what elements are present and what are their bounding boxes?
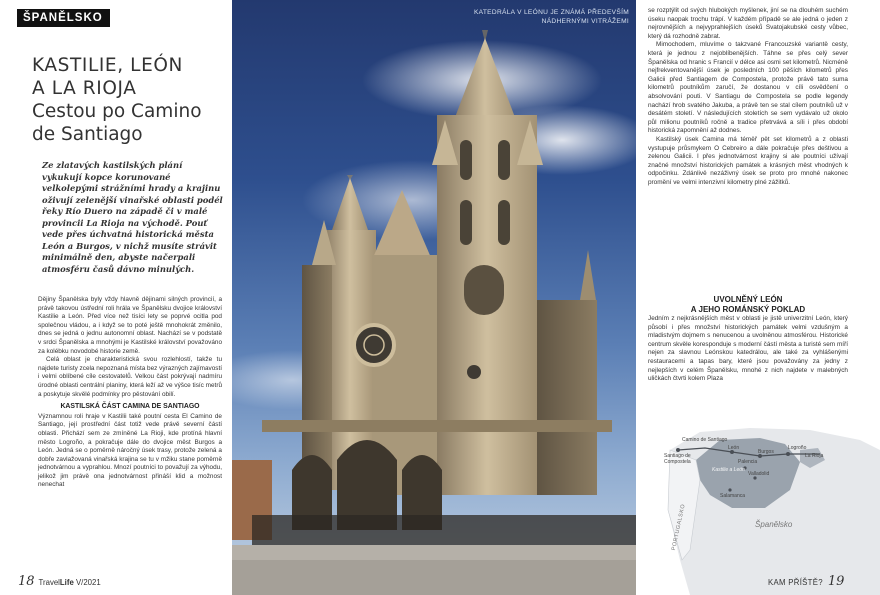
title-line-2: A LA RIOJA bbox=[32, 78, 137, 99]
section-heading: KASTILSKÁ ČÁST CAMINA DE SANTIAGO bbox=[60, 403, 200, 411]
brand-a: Travel bbox=[38, 578, 60, 587]
paragraph: Celá oblast je charakteristická svou rozlehlostí, takže tu najdete turisty zcela nepoznaná místa bez výrazných zajímavostí i velmi oblíbené cíle cestovatelů. Velkou část pokrývají nadmíru úrodné oblasti centrální planiny, která leží až ve výšce tisíc metrů a poskytuje skvělé podmínky pro pěstování obilí. bbox=[38, 356, 222, 398]
paragraph: Mimochodem, mluvíme o takzvané Francouzské variantě cesty, která je jednou z nejoblíbenějších. Táhne se přes celý sever Španělska od hranic s Francií v délce asi osmi set kilometrů. Nicméně nejfrekventovanější úsek je posledních 100 pěších kilometrů přes Galicii před Santiagem de Compostela, protože právě tato suma kilometrů poutníkům zaručí, že dostanou v cíli osvědčení o absolvování pouti. V Santiagu de Compostela se podle legendy nachází hrob svatého Jakuba, a právě ten se stal cílem poutníků už v desátém století. V následujících stoletích se sem vydávalo už okolo půl milionu poutníků ročně a tradice přetrvává a síli i přes období historická zapomnění až dodnes. bbox=[648, 41, 848, 135]
left-body-text bbox=[38, 296, 222, 490]
magazine-name bbox=[39, 578, 101, 587]
paragraph: se rozptýlit od svých hlubokých myšlenek, jiní se na dlouhém suchém úseku naopak trochu trápí. V každém případě se ale jedná o jeden z nejrovnějších a nejvyprahlejších úseků Svatojakubské cesty vůbec, který dá rozhodně zabrat. bbox=[648, 7, 848, 40]
city-dot-salamanca bbox=[728, 488, 731, 491]
label-santiago: Santiago de Compostela bbox=[664, 453, 691, 465]
city-dot-santiago bbox=[676, 448, 680, 452]
iron-fence bbox=[252, 515, 636, 545]
issue: V/2021 bbox=[75, 578, 101, 587]
portico-cornice bbox=[262, 420, 612, 432]
article-title bbox=[32, 54, 227, 146]
paragraph: Významnou roli hraje v Kastilii také poutní cesta El Camino de Santiago, její prostřední část totiž vede právě severní částí oblasti. Přichází sem ze zmíněné La Rioji, kde protíná hlavní město Logroño, a pokračuje dále do dvojice měst Burgos a León. Jedná se o poměrně náročný úsek trasy, protože zelená a dobře zavlažovaná vinařská krajina se tu v mžiku stane poměrně jednotvárnou a vyprahlou. Mnozí poutníci to považují za výhodu, jelikož jim právě ona jednotvárnost přináší klid a možnost nenechat bbox=[38, 412, 222, 489]
tower-window bbox=[464, 265, 504, 315]
photo-caption: KATEDRÁLA V LEÓNU JE ZNÁMÁ PŘEDEVŠÍM NÁDHERNÝMI VITRÁŽEMI bbox=[473, 9, 629, 25]
folio-right bbox=[768, 574, 844, 589]
route-map bbox=[660, 410, 880, 595]
label-palencia: Palencia bbox=[738, 459, 758, 465]
plaza-shade bbox=[232, 560, 636, 595]
paragraph: Dějiny Španělska byly vždy hlavně dějinami silných provincií, a právě takovou ústřední roli hrála ve Španělsku dvojice království Kastilie a León. Před více než tisíci lety se poprvé ocitla pod společnou vládou, a i když se to poté ještě mnohokrát změnilo, dnes se jedná o jednu autonomní oblast. Nachází se v podstatě v srdci Španělska a mnohými je Kastilské království považováno za kolébku novodobé historie země. bbox=[38, 296, 222, 355]
label-camino: Camino de Santiago bbox=[682, 437, 728, 443]
cathedral-illustration bbox=[232, 0, 636, 595]
city-dot-logrono bbox=[786, 452, 790, 456]
heading-line-1: UVOLNĚNÝ LEÓN bbox=[713, 295, 783, 304]
paragraph: Kastilský úsek Camina má téměř pět set kilometrů a z oblasti vystupuje průsmykem O Cebreiro a dále pokračuje přes deštivou a zelenou Galicii. I přes jednotvárnost krajiny si ale poutníci užívají značné množství historických památek a krásných měst vhodných k odpočinku. Zdánlivě nezáživný úsek se proto pro mnohé nakonec promění ve velmi intenzivní kilometry plné zážitků. bbox=[648, 135, 848, 186]
label-rioja: La Rioja bbox=[805, 453, 824, 459]
lead-text: Ze zlatavých kastilských plání vykukují kopce korunované velkolepými strážními hrady a krajinu oživují zelenější vinařské oblasti podél řeky Río Duero na západě či v malé provincii La Rioja na východě. Pouť vede přes úchvatná historická města León a Burgos, v nichž musíte strávit minimálně den, abyste načerpali atmosféru časů dávno minulých. bbox=[42, 160, 223, 274]
right-body-text bbox=[648, 7, 848, 187]
left-page bbox=[0, 0, 232, 595]
cathedral-photo bbox=[232, 0, 636, 595]
label-valladolid: Valladolid bbox=[748, 471, 770, 477]
label-burgos: Burgos bbox=[758, 449, 774, 455]
lead-paragraph bbox=[42, 160, 224, 275]
tower-window bbox=[498, 200, 510, 245]
next-issue-label: KAM PŘÍŠTĚ? bbox=[768, 578, 823, 587]
heading-line-2: A JEHO ROMÁNSKÝ POKLAD bbox=[690, 304, 806, 314]
page-number: 19 bbox=[827, 574, 845, 589]
label-spain: Španělsko bbox=[755, 520, 793, 529]
tower-window bbox=[460, 200, 472, 245]
side-wing bbox=[537, 300, 597, 495]
title-line-3: Cestou po Camino bbox=[32, 101, 202, 122]
label-logrono: Logroño bbox=[788, 445, 807, 451]
pinnacle bbox=[580, 250, 596, 300]
label-leon: León bbox=[728, 445, 740, 451]
section-heading bbox=[648, 295, 848, 314]
title-line-1: KASTILIE, LEÓN bbox=[32, 55, 183, 76]
rose-window bbox=[354, 325, 394, 365]
label-kastilie: Kastilie a León bbox=[712, 467, 745, 473]
clock bbox=[467, 365, 481, 379]
label-salamanca: Salamanca bbox=[720, 493, 746, 499]
title-line-4: de Santiago bbox=[32, 124, 143, 145]
label-portugal: PORTUGALSKO bbox=[671, 503, 687, 552]
section-tag: ŠPANĚLSKO bbox=[17, 9, 110, 27]
brand-b: Life bbox=[59, 578, 74, 587]
right-body-text-2 bbox=[648, 315, 848, 384]
page-number: 18 bbox=[18, 574, 35, 589]
folio-left bbox=[18, 574, 101, 589]
tower-window bbox=[498, 140, 510, 180]
paragraph: Jedním z nejkrásnějších měst v oblasti je jistě univerzitní León, který působí i přes množství historických památek velmi vzdušným a mladistvým dojmem s nenucenou a uvolněnou atmosférou. Historické centrum skvěle koresponduje s moderní částí města a turisté sem míří nejen za slavnou Leónskou katedrálou, ale také za vyhlášenými restauracemi a tapas bary, které jsou považovány za jedny z nejlepších v celém Španělsku, mnohé z nich najdete v malebných uličkách čtvrti kolem Plaza bbox=[648, 315, 848, 383]
tower-window bbox=[460, 140, 472, 180]
